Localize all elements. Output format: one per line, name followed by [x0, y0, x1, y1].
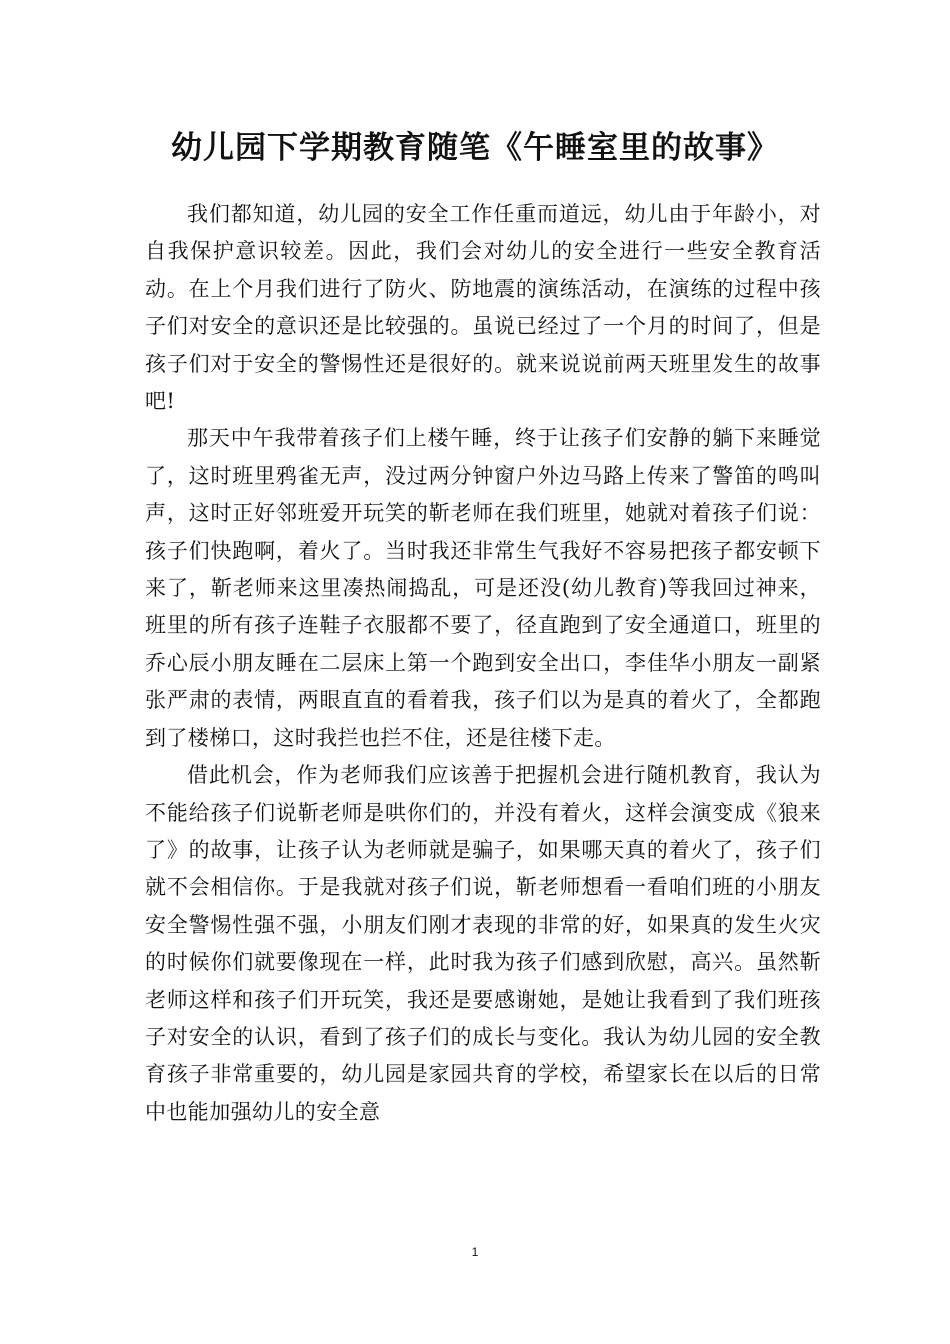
- page-number: 1: [471, 1245, 479, 1259]
- document-title: 幼儿园下学期教育随笔《午睡室里的故事》: [171, 130, 779, 166]
- paragraph-1: 我们都知道，幼儿园的安全工作任重而道远，幼儿由于年龄小，对自我保护意识较差。因此，我们会对幼儿的安全进行一些安全教育活动。在上个月我们进行了防火、防地震的演练活动，在演练的过程中孩子们对安全的意识还是比较强的。虽说已经过了一个月的时间了，但是孩子们对于安全的警惕性还是很好的。就来说说前两天班里发生的故事吧!: [145, 202, 821, 414]
- document-body: [145, 196, 821, 1131]
- paragraph-2: 那天中午我带着孩子们上楼午睡，终于让孩子们安静的躺下来睡觉了，这时班里鸦雀无声，没过两分钟窗户外边马路上传来了警笛的鸣叫声，这时正好邻班爱开玩笑的靳老师在我们班里，她就对着孩子们说：孩子们快跑啊，着火了。当时我还非常生气我好不容易把孩子都安顿下来了，靳老师来这里凑热闹捣乱，可是还没(幼儿教育)等我回过神来，班里的所有孩子连鞋子衣服都不要了，径直跑到了安全通道口，班里的乔心辰小朋友睡在二层床上第一个跑到安全出口，李佳华小朋友一副紧张严肃的表情，两眼直直的看着我，孩子们以为是真的着火了，全都跑到了楼梯口，这时我拦也拦不住，还是往楼下走。: [145, 426, 821, 750]
- paragraph-3: 借此机会，作为老师我们应该善于把握机会进行随机教育，我认为不能给孩子们说靳老师是哄你们的，并没有着火，这样会演变成《狼来了》的故事，让孩子认为老师就是骗子，如果哪天真的着火了，孩子们就不会相信你。于是我就对孩子们说，靳老师想看一看咱们班的小朋友安全警惕性强不强，小朋友们刚才表现的非常的好，如果真的发生火灾的时候你们就要像现在一样，此时我为孩子们感到欣慰，高兴。虽然靳老师这样和孩子们开玩笑，我还是要感谢她，是她让我看到了我们班孩子对安全的认识，看到了孩子们的成长与变化。我认为幼儿园的安全教育孩子非常重要的，幼儿园是家园共育的学校，希望家长在以后的日常中也能加强幼儿的安全意: [145, 763, 821, 1124]
